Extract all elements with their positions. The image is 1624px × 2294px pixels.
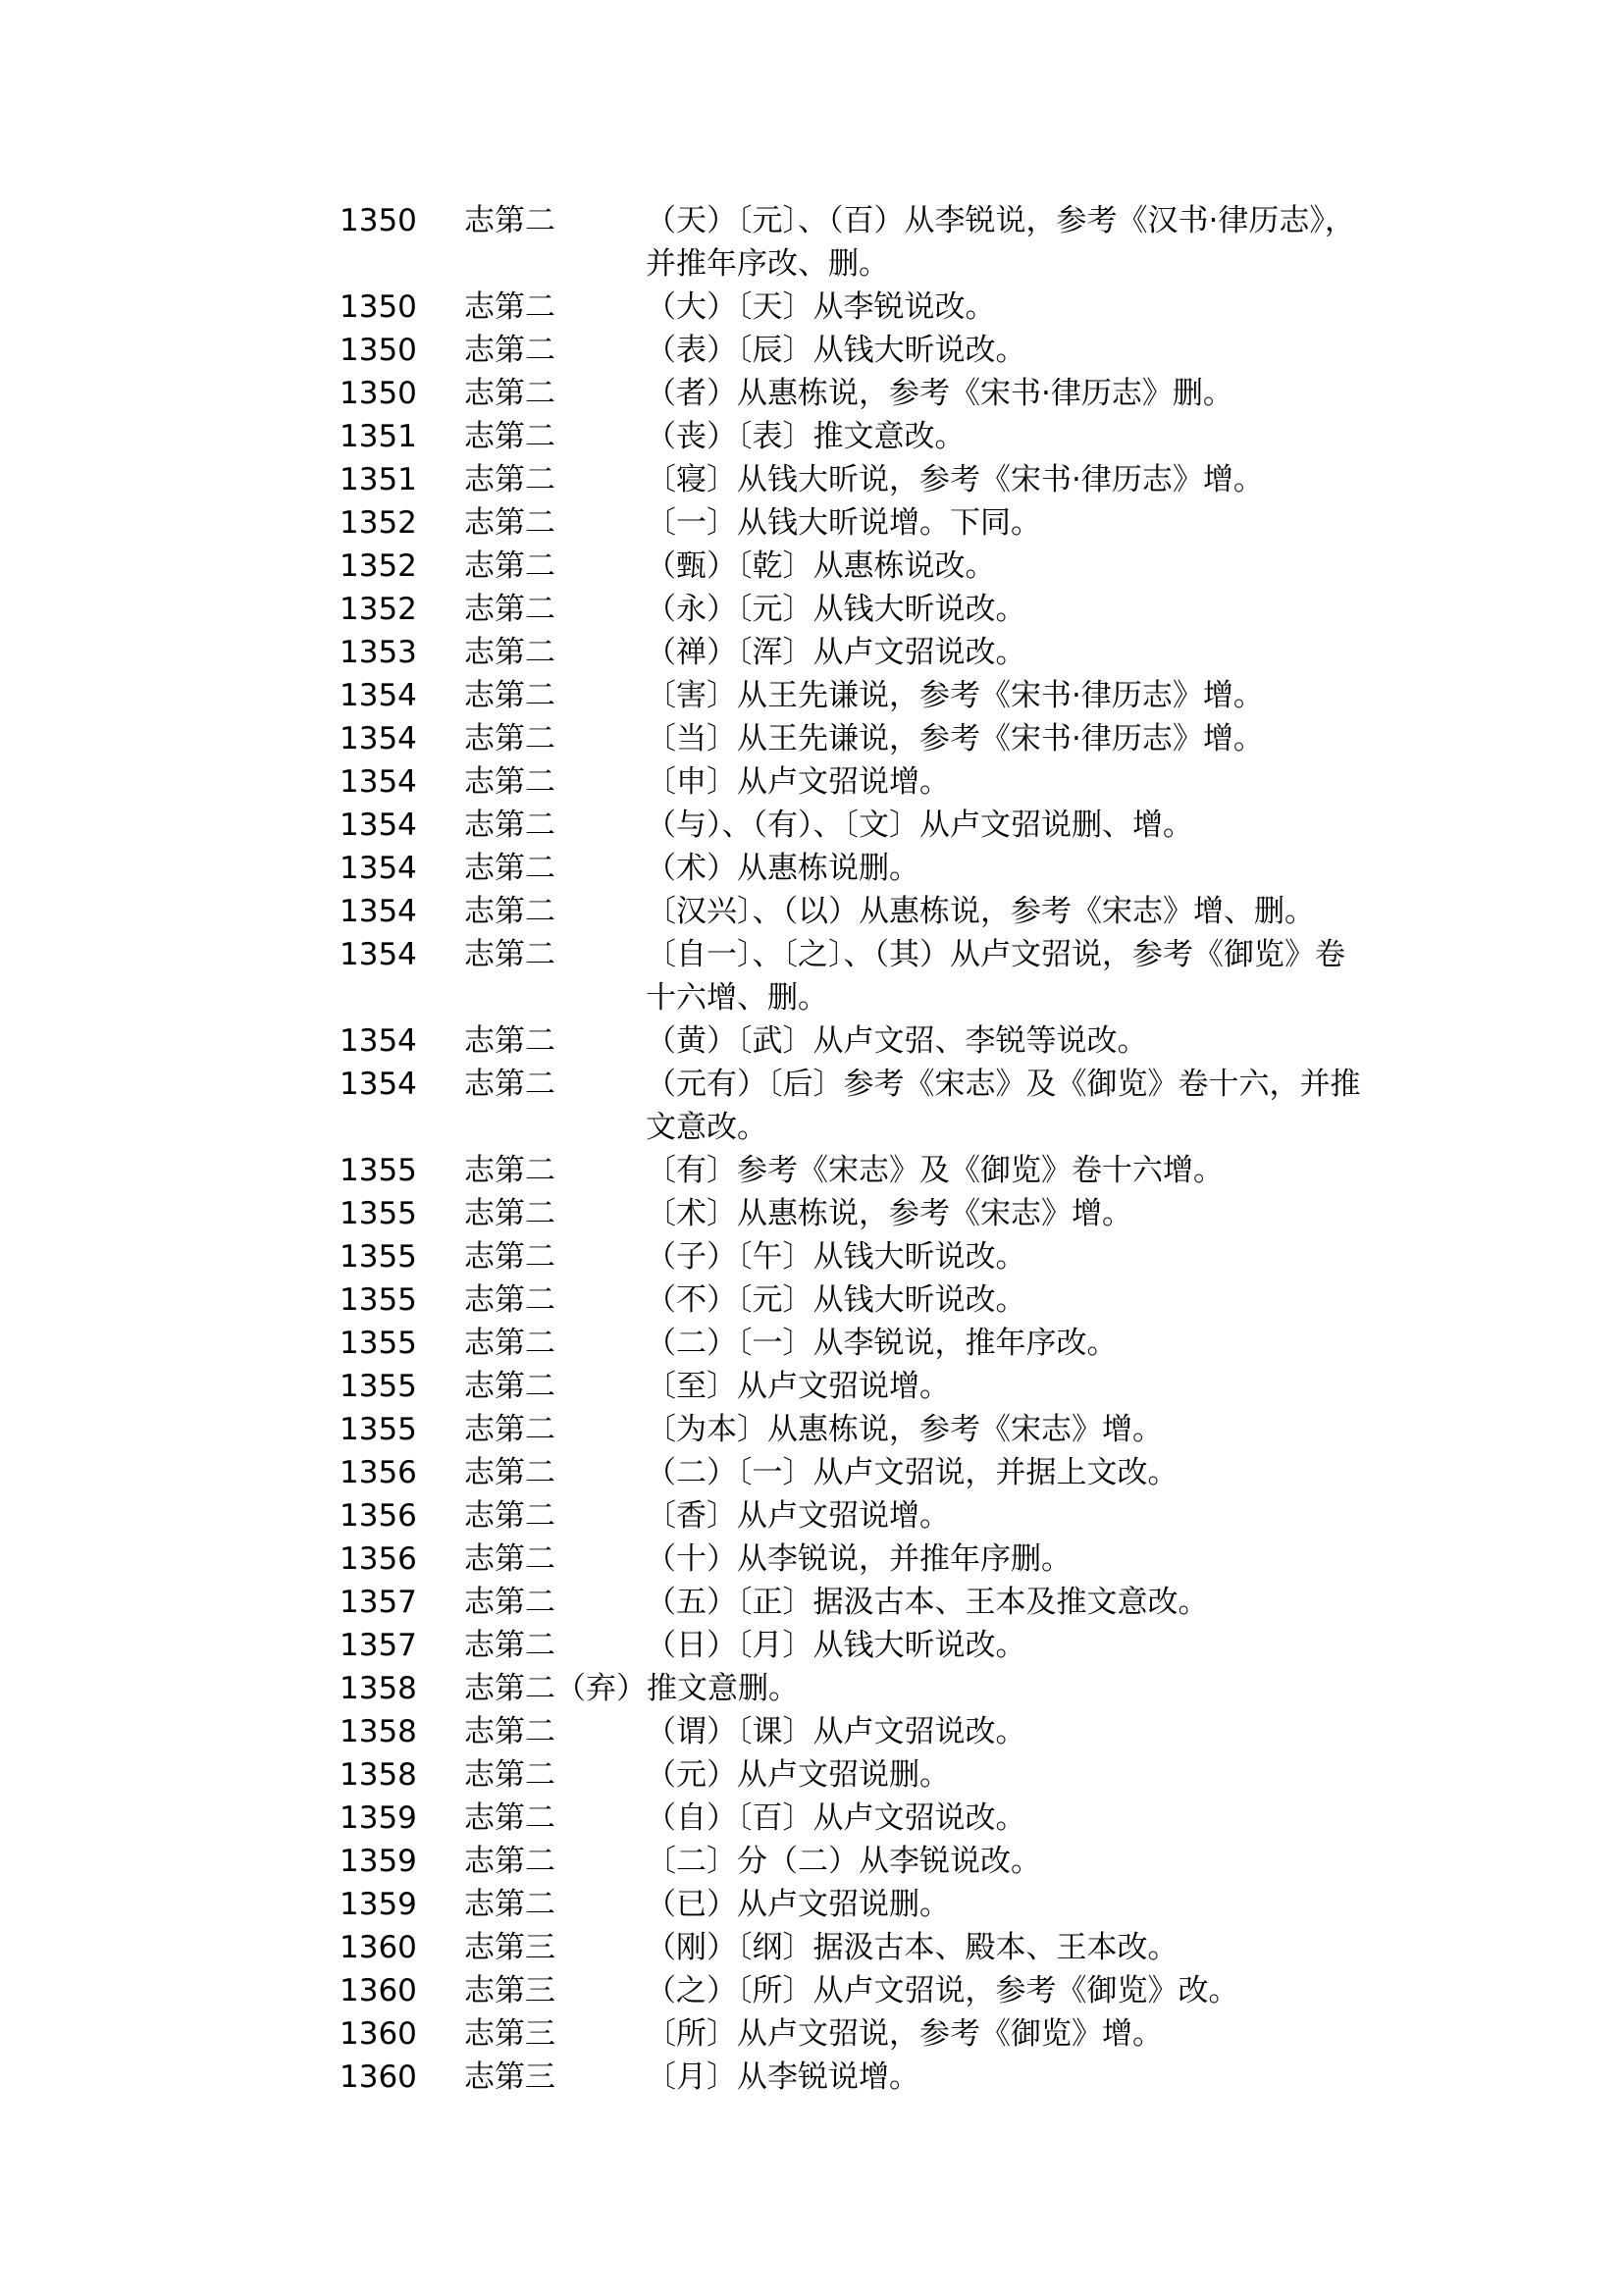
section-label: 志第二 xyxy=(464,1239,555,1275)
note-text: 志第二（弃）推文意删。 xyxy=(464,1671,799,1706)
note-text: （子）〔午〕从钱大昕说改。 xyxy=(646,1239,1026,1275)
page-number: 1355 xyxy=(340,1326,417,1361)
note-entry xyxy=(340,1192,1380,1235)
note-text: （甄）〔乾〕从惠栋说改。 xyxy=(646,548,996,584)
note-text: （二）〔一〕从李锐说，推年序改。 xyxy=(646,1326,1118,1361)
note-text: （谓）〔课〕从卢文弨说改。 xyxy=(646,1714,1026,1749)
note-entry xyxy=(340,1019,1380,1063)
section-label: 志第二 xyxy=(464,1541,555,1577)
page-number: 1350 xyxy=(340,333,417,368)
section-label: 志第二 xyxy=(464,1714,555,1749)
page-number: 1357 xyxy=(340,1585,417,1620)
page-number: 1360 xyxy=(340,1973,417,2008)
note-entry xyxy=(340,286,1380,329)
section-label: 志第三 xyxy=(464,1930,555,1965)
note-text: 〔月〕从李锐说增。 xyxy=(646,2059,919,2095)
note-text: 〔至〕从卢文弨说增。 xyxy=(646,1369,950,1404)
note-entry xyxy=(340,890,1380,933)
note-entry xyxy=(340,1494,1380,1538)
note-entry xyxy=(340,1624,1380,1667)
section-label: 志第三 xyxy=(464,2059,555,2095)
page-number: 1355 xyxy=(340,1412,417,1447)
note-text: 〔汉兴〕、（以）从惠栋说，参考《宋志》增、删。 xyxy=(646,894,1315,929)
section-label: 志第二 xyxy=(464,1800,555,1836)
note-text: （与）、（有）、〔文〕从卢文弨说删、增。 xyxy=(646,808,1193,843)
note-text: （日）〔月〕从钱大昕说改。 xyxy=(646,1628,1026,1663)
note-text: （表）〔辰〕从钱大昕说改。 xyxy=(646,333,1026,368)
section-label: 志第二 xyxy=(464,1023,555,1059)
note-text: （十）从李锐说，并推年序删。 xyxy=(646,1541,1072,1577)
page-number: 1351 xyxy=(340,419,417,454)
page-number: 1351 xyxy=(340,462,417,497)
page-number: 1354 xyxy=(340,678,417,713)
note-entry xyxy=(340,1710,1380,1753)
page-number: 1354 xyxy=(340,851,417,886)
note-entry xyxy=(340,1408,1380,1451)
page-number: 1359 xyxy=(340,1887,417,1922)
note-text: （二）〔一〕从卢文弨说，并据上文改。 xyxy=(646,1455,1179,1490)
note-entry xyxy=(340,1538,1380,1581)
section-label: 志第二 xyxy=(464,592,555,627)
page-number: 1360 xyxy=(340,1930,417,1965)
note-entry xyxy=(340,1451,1380,1494)
section-label: 志第二 xyxy=(464,462,555,497)
note-entry xyxy=(340,501,1380,545)
page-number: 1358 xyxy=(340,1671,417,1706)
note-text: （丧）〔表〕推文意改。 xyxy=(646,419,966,454)
note-text: 〔当〕从王先谦说，参考《宋书·律历志》增。 xyxy=(646,721,1264,756)
section-label: 志第二 xyxy=(464,808,555,843)
section-label: 志第二 xyxy=(464,1455,555,1490)
section-label: 志第二 xyxy=(464,1282,555,1318)
note-text: （天）〔元〕、（百）从李锐说，参考《汉书·律历志》，并推年序改、删。 xyxy=(646,203,1355,282)
section-label: 志第二 xyxy=(464,1757,555,1793)
note-text: 〔有〕参考《宋志》及《御览》卷十六增。 xyxy=(646,1153,1224,1188)
page-number: 1354 xyxy=(340,1023,417,1059)
section-label: 志第二 xyxy=(464,1196,555,1231)
note-entry xyxy=(340,1883,1380,1926)
note-text: 〔二〕分（二）从李锐说改。 xyxy=(646,1844,1041,1879)
note-text: （之）〔所〕从卢文弨说，参考《御览》改。 xyxy=(646,1973,1239,2008)
page-number: 1353 xyxy=(340,635,417,670)
note-text: 〔术〕从惠栋说，参考《宋志》增。 xyxy=(646,1196,1132,1231)
page-number: 1354 xyxy=(340,721,417,756)
note-entry xyxy=(340,1581,1380,1624)
section-label: 志第二 xyxy=(464,937,555,972)
note-text: 〔为本〕从惠栋说，参考《宋志》增。 xyxy=(646,1412,1163,1447)
note-entry xyxy=(340,1753,1380,1797)
section-label: 志第二 xyxy=(464,721,555,756)
section-label: 志第二 xyxy=(464,1498,555,1534)
section-label: 志第二 xyxy=(464,894,555,929)
page-number: 1355 xyxy=(340,1239,417,1275)
page-number: 1352 xyxy=(340,505,417,541)
note-entry xyxy=(340,847,1380,890)
section-label: 志第二 xyxy=(464,1887,555,1922)
section-label: 志第二 xyxy=(464,419,555,454)
page-number: 1354 xyxy=(340,808,417,843)
note-entry xyxy=(340,329,1380,372)
section-label: 志第二 xyxy=(464,1067,555,1102)
note-entry xyxy=(340,199,1380,286)
note-entry xyxy=(340,2056,1380,2099)
note-text: 〔申〕从卢文弨说增。 xyxy=(646,764,950,800)
page-number: 1350 xyxy=(340,376,417,411)
note-entry xyxy=(340,458,1380,501)
note-entry xyxy=(340,1063,1380,1149)
note-entry xyxy=(340,588,1380,631)
section-label: 志第二 xyxy=(464,1369,555,1404)
page-number: 1352 xyxy=(340,592,417,627)
section-label: 志第三 xyxy=(464,2016,555,2052)
note-text: 〔寝〕从钱大昕说，参考《宋书·律历志》增。 xyxy=(646,462,1264,497)
page-number: 1355 xyxy=(340,1196,417,1231)
note-entry xyxy=(340,2012,1380,2056)
page-number: 1358 xyxy=(340,1714,417,1749)
section-label: 志第二 xyxy=(464,203,555,238)
note-text: （自）〔百〕从卢文弨说改。 xyxy=(646,1800,1026,1836)
page-number: 1356 xyxy=(340,1498,417,1534)
page-number: 1354 xyxy=(340,764,417,800)
note-text: 〔一〕从钱大昕说增。下同。 xyxy=(646,505,1041,541)
note-text: （不）〔元〕从钱大昕说改。 xyxy=(646,1282,1026,1318)
section-label: 志第二 xyxy=(464,548,555,584)
section-label: 志第二 xyxy=(464,1585,555,1620)
note-entry xyxy=(340,1149,1380,1192)
page-number: 1359 xyxy=(340,1800,417,1836)
page-number: 1357 xyxy=(340,1628,417,1663)
page-number: 1354 xyxy=(340,937,417,972)
page-number: 1360 xyxy=(340,2059,417,2095)
note-text: （者）从惠栋说，参考《宋书·律历志》删。 xyxy=(646,376,1233,411)
note-entry xyxy=(340,804,1380,847)
note-text: （刚）〔纲〕据汲古本、殿本、王本改。 xyxy=(646,1930,1179,1965)
page-number: 1354 xyxy=(340,1067,417,1102)
section-label: 志第二 xyxy=(464,635,555,670)
note-entry xyxy=(340,1926,1380,1969)
page-number: 1352 xyxy=(340,548,417,584)
section-label: 志第二 xyxy=(464,333,555,368)
note-entry xyxy=(340,674,1380,717)
note-text: （元有）〔后〕参考《宋志》及《御览》卷十六，并推文意改。 xyxy=(646,1067,1361,1145)
note-text: （黄）〔武〕从卢文弨、李锐等说改。 xyxy=(646,1023,1148,1059)
note-entry xyxy=(340,415,1380,458)
section-label: 志第二 xyxy=(464,1153,555,1188)
page-number: 1358 xyxy=(340,1757,417,1793)
note-text: （术）从惠栋说删。 xyxy=(646,851,919,886)
note-text: （大）〔天〕从李锐说改。 xyxy=(646,289,996,325)
section-label: 志第二 xyxy=(464,289,555,325)
note-entry xyxy=(340,717,1380,760)
section-label: 志第二 xyxy=(464,1844,555,1879)
section-label: 志第二 xyxy=(464,1628,555,1663)
section-label: 志第二 xyxy=(464,505,555,541)
page-number: 1356 xyxy=(340,1455,417,1490)
page-number: 1355 xyxy=(340,1369,417,1404)
section-label: 志第二 xyxy=(464,764,555,800)
note-text: （永）〔元〕从钱大昕说改。 xyxy=(646,592,1026,627)
section-label: 志第二 xyxy=(464,1412,555,1447)
note-entry xyxy=(340,1365,1380,1408)
page-number: 1360 xyxy=(340,2016,417,2052)
note-entry xyxy=(340,1322,1380,1365)
note-entry xyxy=(340,760,1380,804)
section-label: 志第二 xyxy=(464,678,555,713)
note-text: （五）〔正〕据汲古本、王本及推文意改。 xyxy=(646,1585,1209,1620)
page-number: 1354 xyxy=(340,894,417,929)
page-number: 1350 xyxy=(340,289,417,325)
section-label: 志第二 xyxy=(464,1326,555,1361)
page-number: 1350 xyxy=(340,203,417,238)
note-text: （已）从卢文弨说删。 xyxy=(646,1887,950,1922)
note-entry xyxy=(340,545,1380,588)
page-number: 1355 xyxy=(340,1282,417,1318)
note-text: 〔香〕从卢文弨说增。 xyxy=(646,1498,950,1534)
note-entry xyxy=(340,631,1380,674)
note-text: 〔所〕从卢文弨说，参考《御览》增。 xyxy=(646,2016,1163,2052)
page-number: 1359 xyxy=(340,1844,417,1879)
note-text: 〔自一〕、〔之〕、（其）从卢文弨说，参考《御览》卷十六增、删。 xyxy=(646,937,1345,1016)
section-label: 志第三 xyxy=(464,1973,555,2008)
note-text: （元）从卢文弨说删。 xyxy=(646,1757,950,1793)
note-entry xyxy=(340,933,1380,1019)
section-label: 志第二 xyxy=(464,851,555,886)
note-entry xyxy=(340,1667,1380,1710)
note-entry xyxy=(340,1278,1380,1322)
page-number: 1356 xyxy=(340,1541,417,1577)
note-entry xyxy=(340,1235,1380,1278)
collation-notes-list xyxy=(340,199,1380,2099)
note-text: 〔害〕从王先谦说，参考《宋书·律历志》增。 xyxy=(646,678,1264,713)
note-entry xyxy=(340,1969,1380,2012)
note-entry xyxy=(340,372,1380,415)
section-label: 志第二 xyxy=(464,376,555,411)
note-entry xyxy=(340,1797,1380,1840)
note-text: （禅）〔浑〕从卢文弨说改。 xyxy=(646,635,1026,670)
page-number: 1355 xyxy=(340,1153,417,1188)
note-entry xyxy=(340,1840,1380,1883)
